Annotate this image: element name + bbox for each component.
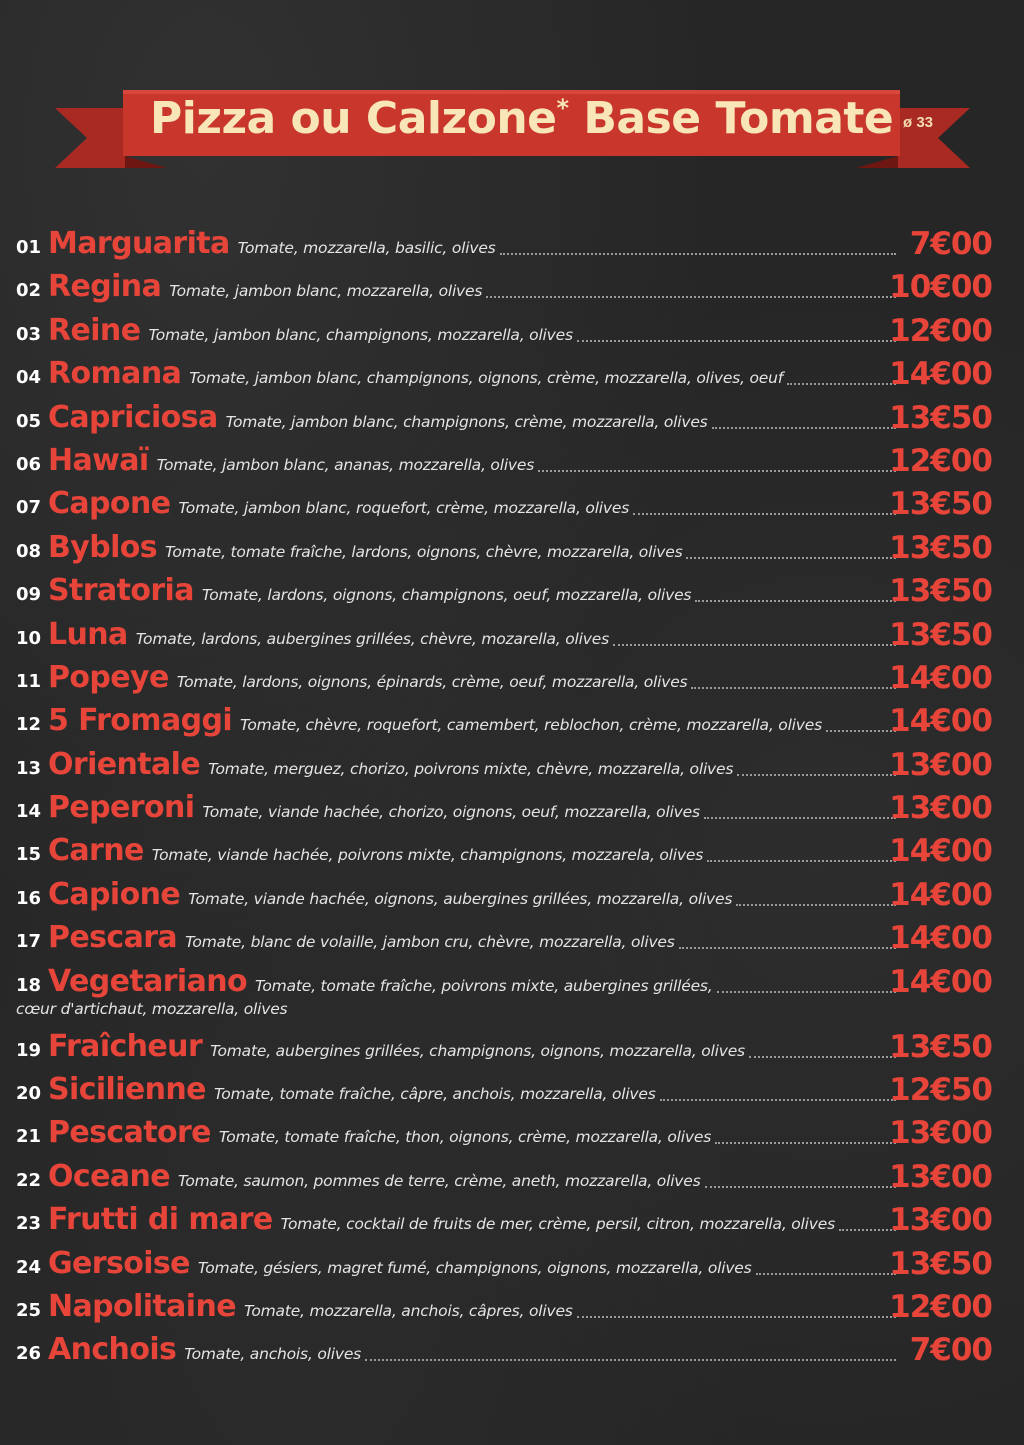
- item-price: 13€00: [889, 1158, 992, 1195]
- menu-item: [16, 1330, 996, 1373]
- title-rest: Base Tomate: [568, 93, 894, 144]
- item-line: [48, 1070, 896, 1110]
- item-name: Stratoria: [48, 573, 194, 609]
- item-name: Luna: [48, 616, 128, 652]
- dot-leader: [538, 468, 896, 472]
- menu-item: [16, 831, 996, 874]
- item-description: Tomate, tomate fraîche, câpre, anchois, mozzarella, olives: [213, 1085, 656, 1104]
- item-name: Pescara: [48, 920, 178, 956]
- item-name: Regina: [48, 269, 162, 305]
- item-name: Capriciosa: [48, 399, 218, 435]
- item-description: Tomate, lardons, aubergines grillées, chèvre, mozarella, olives: [135, 629, 609, 648]
- item-description: Tomate, tomate fraîche, poivrons mixte, aubergines grillées,: [255, 976, 713, 995]
- menu-item: [16, 745, 996, 788]
- dot-leader: [712, 425, 896, 429]
- item-name: Sicilienne: [48, 1072, 206, 1108]
- title-asterisk: *: [556, 94, 569, 122]
- item-line: [48, 875, 896, 915]
- item-description: Tomate, jambon blanc, roquefort, crème, mozzarella, olives: [178, 499, 630, 518]
- item-name: Napolitaine: [48, 1288, 236, 1324]
- item-price: 7€00: [909, 1332, 992, 1369]
- size-label: ø 33: [903, 114, 934, 131]
- item-description: Tomate, chèvre, roquefort, camembert, reblochon, crème, mozzarella, olives: [240, 716, 822, 735]
- item-line: [48, 788, 896, 828]
- item-description: Tomate, aubergines grillées, champignons, oignons, mozzarella, olives: [210, 1041, 745, 1060]
- item-number: 16: [16, 887, 42, 909]
- item-number: 07: [16, 497, 42, 519]
- item-line: [48, 831, 896, 871]
- dot-leader: [695, 598, 896, 602]
- item-number: 15: [16, 844, 42, 866]
- item-name: Orientale: [48, 746, 201, 782]
- item-name: Romana: [48, 356, 182, 392]
- item-price: 14€00: [889, 876, 992, 913]
- item-description: Tomate, lardons, oignons, épinards, crème, oeuf, mozzarella, olives: [176, 672, 688, 691]
- item-description: Tomate, blanc de volaille, jambon cru, chèvre, mozzarella, olives: [185, 933, 675, 952]
- item-description: Tomate, mozzarella, anchois, câpres, olives: [243, 1301, 573, 1320]
- item-number: 25: [16, 1299, 42, 1321]
- menu-item: [16, 571, 996, 614]
- item-description: Tomate, tomate fraîche, thon, oignons, crème, mozzarella, olives: [218, 1128, 712, 1147]
- menu-item: [16, 1113, 996, 1156]
- item-number: 09: [16, 584, 42, 606]
- item-line: [48, 441, 896, 481]
- item-description: Tomate, anchois, olives: [184, 1345, 362, 1364]
- menu-item: [16, 701, 996, 744]
- item-number: 21: [16, 1126, 42, 1148]
- item-number: 06: [16, 453, 42, 475]
- item-price: 13€50: [889, 1245, 992, 1282]
- item-number: 26: [16, 1343, 42, 1365]
- item-name: Hawaï: [48, 442, 149, 478]
- item-price: 13€00: [889, 1115, 992, 1152]
- dot-leader: [660, 1097, 896, 1101]
- dot-leader: [500, 251, 896, 255]
- item-price: 14€00: [889, 659, 992, 696]
- item-description: Tomate, saumon, pommes de terre, crème, aneth, mozzarella, olives: [177, 1171, 701, 1190]
- item-line: [48, 1027, 896, 1067]
- item-description: Tomate, tomate fraîche, lardons, oignons, chèvre, mozzarella, olives: [165, 542, 683, 561]
- item-number: 12: [16, 714, 42, 736]
- item-price: 14€00: [889, 920, 992, 957]
- item-line: [48, 354, 896, 394]
- item-number: 18: [16, 974, 42, 996]
- item-line: [48, 1157, 896, 1197]
- item-description: Tomate, mozzarella, basilic, olives: [237, 239, 496, 257]
- item-name: Capione: [48, 876, 181, 912]
- item-price: 13€50: [889, 573, 992, 610]
- item-price: 13€00: [889, 790, 992, 827]
- item-number: 24: [16, 1256, 42, 1278]
- item-name: Pescatore: [48, 1115, 211, 1151]
- item-price: 12€50: [889, 1072, 992, 1109]
- dot-leader: [749, 1054, 896, 1058]
- dot-leader: [707, 858, 896, 862]
- item-line: [48, 701, 896, 741]
- menu-item: [16, 267, 996, 310]
- item-line: [48, 1200, 896, 1240]
- item-price: 13€00: [889, 746, 992, 783]
- menu-item: [16, 962, 996, 1027]
- dot-leader: [787, 381, 896, 385]
- item-name: Frutti di mare: [48, 1202, 273, 1238]
- item-name: Anchois: [48, 1332, 177, 1368]
- menu-item: [16, 528, 996, 571]
- menu-item: [16, 1070, 996, 1113]
- item-line: [48, 962, 896, 1002]
- item-line: [48, 571, 896, 611]
- item-line: [48, 615, 896, 655]
- dot-leader: [756, 1271, 896, 1275]
- item-number: 02: [16, 280, 42, 302]
- item-description: Tomate, jambon blanc, champignons, crème, mozzarella, olives: [225, 412, 708, 431]
- dot-leader: [691, 685, 896, 689]
- item-description: Tomate, cocktail de fruits de mer, crème, persil, citron, mozzarella, olives: [280, 1215, 835, 1234]
- item-description: Tomate, lardons, oignons, champignons, oeuf, mozzarella, olives: [201, 586, 692, 605]
- item-number: 03: [16, 323, 42, 345]
- item-line: [48, 1287, 896, 1327]
- item-description: Tomate, gésiers, magret fumé, champignons, oignons, mozzarella, olives: [197, 1258, 752, 1277]
- item-name: Fraîcheur: [48, 1028, 203, 1064]
- item-name: Capone: [48, 486, 171, 522]
- menu-item: [16, 311, 996, 354]
- item-price: 14€00: [889, 963, 992, 1000]
- menu-item: [16, 1287, 996, 1330]
- dot-leader: [577, 338, 896, 342]
- item-price: 12€00: [889, 442, 992, 479]
- item-description: Tomate, viande hachée, oignons, aubergines grillées, mozzarella, olives: [188, 889, 733, 908]
- item-line: [48, 1330, 896, 1370]
- dot-leader: [704, 815, 896, 819]
- item-name: Byblos: [48, 529, 158, 565]
- menu-item: [16, 1244, 996, 1287]
- menu-item: [16, 398, 996, 441]
- item-name: Oceane: [48, 1158, 170, 1194]
- menu-item: [16, 484, 996, 527]
- page-title: [150, 88, 894, 150]
- dot-leader: [736, 902, 896, 906]
- item-line: [48, 267, 896, 307]
- dot-leader: [826, 728, 896, 732]
- menu-item: [16, 918, 996, 961]
- menu-item: [16, 875, 996, 918]
- item-number: 20: [16, 1083, 42, 1105]
- item-price: 7€00: [909, 226, 992, 262]
- item-line: [48, 311, 896, 351]
- menu-item: [16, 788, 996, 831]
- item-price: 12€00: [889, 1288, 992, 1325]
- title-text: Pizza ou Calzone: [150, 93, 557, 144]
- item-number: 01: [16, 237, 42, 258]
- item-name: Gersoise: [48, 1245, 190, 1281]
- item-description-continued: cœur d'artichaut, mozzarella, olives: [16, 999, 288, 1018]
- item-name: 5 Fromaggi: [48, 703, 233, 739]
- dot-leader: [839, 1227, 896, 1231]
- item-number: 13: [16, 757, 42, 779]
- item-price: 13€00: [889, 1202, 992, 1239]
- menu-item: [16, 615, 996, 658]
- item-line: [48, 484, 896, 524]
- menu-item: [16, 658, 996, 701]
- item-number: 14: [16, 801, 42, 823]
- item-name: Marguarita: [48, 226, 230, 261]
- dot-leader: [737, 772, 896, 776]
- dot-leader: [486, 294, 896, 298]
- item-description: Tomate, jambon blanc, mozzarella, olives: [169, 282, 483, 301]
- item-price: 13€50: [889, 616, 992, 653]
- menu-list: [16, 224, 996, 1374]
- dot-leader: [365, 1357, 896, 1361]
- item-number: 17: [16, 931, 42, 953]
- dot-leader: [705, 1184, 897, 1188]
- dot-leader: [633, 511, 896, 515]
- item-name: Carne: [48, 833, 144, 869]
- item-line: [48, 1244, 896, 1284]
- item-line: [48, 224, 896, 264]
- title-banner: [55, 88, 970, 170]
- menu-item: [16, 224, 996, 267]
- item-price: 10€00: [889, 269, 992, 306]
- item-line: [48, 658, 896, 698]
- item-name: Reine: [48, 312, 141, 348]
- dot-leader: [715, 1140, 896, 1144]
- item-price: 13€50: [889, 1028, 992, 1065]
- item-description: Tomate, jambon blanc, champignons, mozzarella, olives: [148, 325, 573, 344]
- item-number: 04: [16, 367, 42, 389]
- item-number: 22: [16, 1169, 42, 1191]
- item-price: 14€00: [889, 356, 992, 393]
- item-number: 10: [16, 627, 42, 649]
- item-number: 23: [16, 1213, 42, 1235]
- item-price: 14€00: [889, 703, 992, 740]
- item-description: Tomate, merguez, chorizo, poivrons mixte, chèvre, mozzarella, olives: [208, 759, 734, 778]
- item-name: Vegetariano: [48, 963, 248, 999]
- item-line: [48, 528, 896, 568]
- item-name: Popeye: [48, 659, 169, 695]
- item-number: 19: [16, 1039, 42, 1061]
- menu-item: [16, 441, 996, 484]
- item-line: [48, 918, 896, 958]
- item-description: Tomate, viande hachée, chorizo, oignons, oeuf, mozzarella, olives: [202, 803, 700, 822]
- item-description: Tomate, viande hachée, poivrons mixte, champignons, mozzarela, olives: [151, 846, 704, 865]
- dot-leader: [577, 1314, 896, 1318]
- item-description: Tomate, jambon blanc, champignons, oignons, crème, mozzarella, olives, oeuf: [189, 369, 783, 388]
- menu-item: [16, 1200, 996, 1243]
- dot-leader: [717, 989, 896, 993]
- dot-leader: [686, 555, 896, 559]
- dot-leader: [613, 642, 896, 646]
- item-description: Tomate, jambon blanc, ananas, mozzarella, olives: [156, 455, 535, 474]
- item-line: [48, 1113, 896, 1153]
- item-price: 12€00: [889, 312, 992, 349]
- item-number: 11: [16, 670, 42, 692]
- item-line: [48, 398, 896, 438]
- menu-item: [16, 1157, 996, 1200]
- menu-item: [16, 1027, 996, 1070]
- item-price: 13€50: [889, 486, 992, 523]
- item-name: Peperoni: [48, 790, 195, 826]
- item-price: 14€00: [889, 833, 992, 870]
- dot-leader: [679, 945, 896, 949]
- item-price: 13€50: [889, 399, 992, 436]
- menu-item: [16, 354, 996, 397]
- item-number: 08: [16, 540, 42, 562]
- item-line: [48, 745, 896, 785]
- item-number: 05: [16, 410, 42, 432]
- item-price: 13€50: [889, 529, 992, 566]
